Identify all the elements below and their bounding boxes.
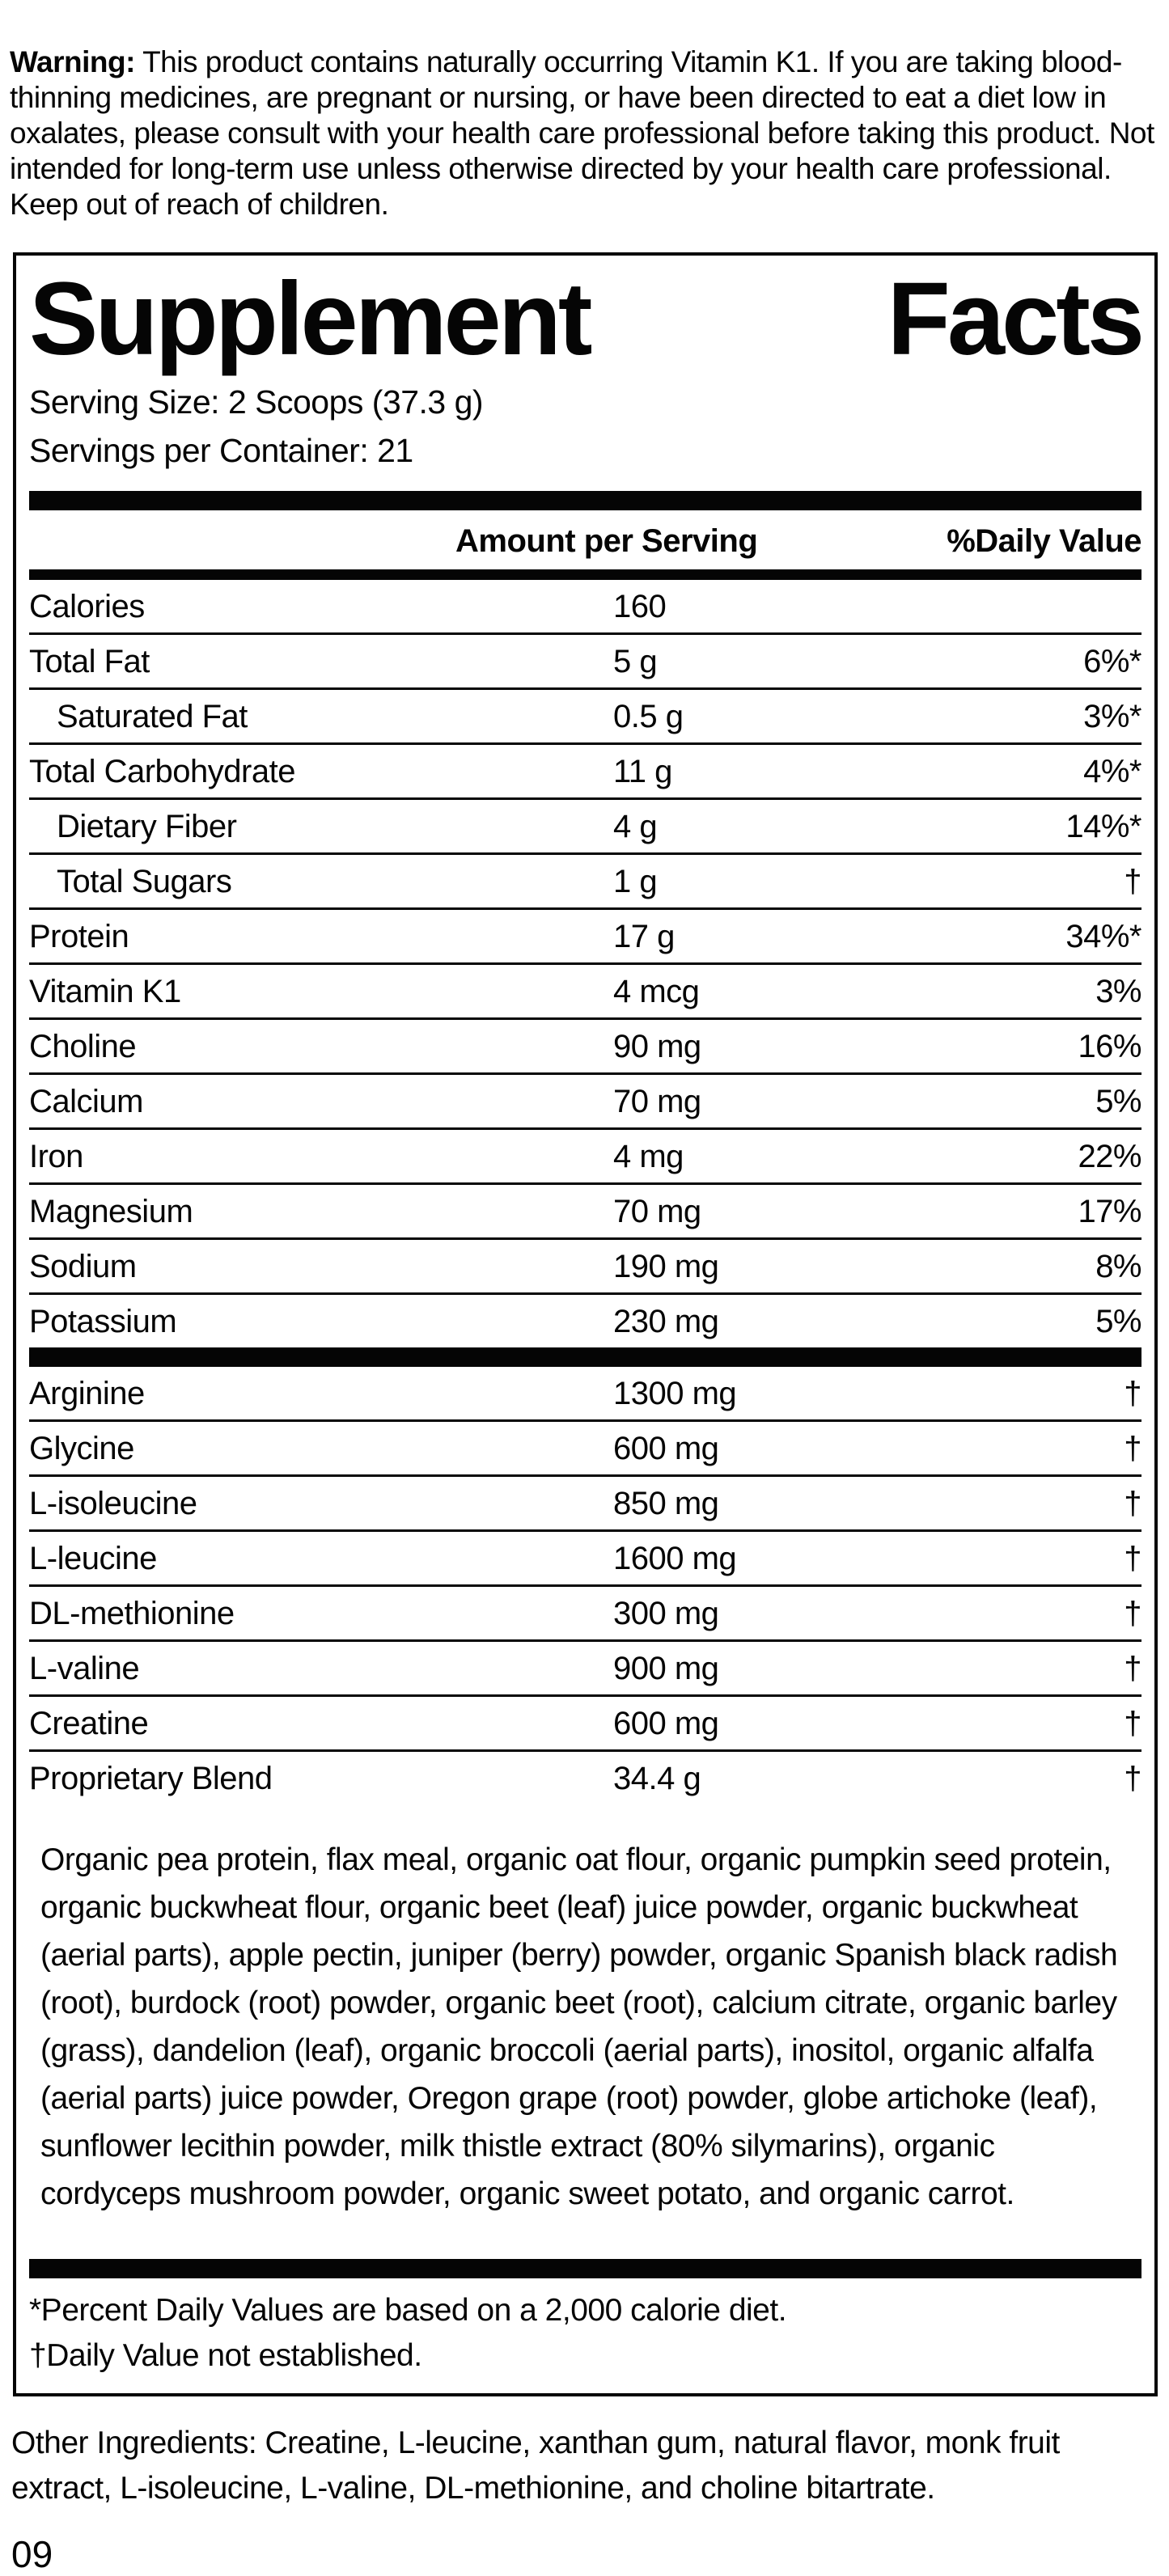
nutrient-section-main <box>29 580 1141 1347</box>
serving-size: Serving Size: 2 Scoops (37.3 g) <box>29 383 484 421</box>
nutrient-amount: 230 mg <box>613 1303 719 1339</box>
page-code: 09 <box>11 2532 53 2575</box>
nutrient-amount: 70 mg <box>613 1083 701 1119</box>
nutrient-name: Glycine <box>29 1430 134 1466</box>
servings-per-container: Servings per Container: 21 <box>29 431 413 469</box>
nutrient-amount: 300 mg <box>613 1595 719 1631</box>
nutrient-amount: 4 g <box>613 808 658 844</box>
nutrient-amount: 0.5 g <box>613 698 684 734</box>
other-ingredients: Other Ingredients: Creatine, L-leucine, xanthan gum, natural flavor, monk fruit extract, L-isoleucine, L-valine, DL-methionine, and choline bitartrate. <box>11 2425 1060 2506</box>
nutrient-name: Total Sugars <box>57 863 232 899</box>
nutrient-amount: 4 mg <box>613 1138 684 1174</box>
nutrient-amount: 900 mg <box>613 1650 719 1686</box>
nutrient-daily-value: † <box>1124 1375 1141 1411</box>
nutrient-row <box>29 1694 1141 1749</box>
nutrient-daily-value: † <box>1124 1430 1141 1466</box>
nutrient-amount: 600 mg <box>613 1430 719 1466</box>
warning-paragraph <box>10 44 1159 222</box>
nutrient-daily-value: 3% <box>1095 973 1141 1009</box>
nutrient-daily-value: † <box>1124 1705 1141 1741</box>
nutrient-amount: 1 g <box>613 863 658 899</box>
daily-value-column-header: %Daily Value <box>947 522 1141 559</box>
nutrient-name: Choline <box>29 1028 137 1064</box>
nutrient-amount: 4 mcg <box>613 973 700 1009</box>
nutrient-name: Arginine <box>29 1375 145 1411</box>
nutrient-row <box>29 1127 1141 1182</box>
nutrient-daily-value: 17% <box>1078 1193 1141 1229</box>
nutrient-daily-value: 14%* <box>1065 808 1141 844</box>
nutrient-row <box>29 907 1141 962</box>
nutrient-row <box>29 962 1141 1017</box>
nutrient-row <box>29 1182 1141 1237</box>
nutrient-name: DL-methionine <box>29 1595 235 1631</box>
nutrient-amount: 34.4 g <box>613 1760 701 1796</box>
nutrient-amount: 90 mg <box>613 1028 701 1064</box>
nutrient-row <box>29 1584 1141 1639</box>
nutrient-daily-value: 16% <box>1078 1028 1141 1064</box>
nutrient-row <box>29 1474 1141 1529</box>
nutrient-name: Saturated Fat <box>57 698 248 734</box>
footnote-daily-value-not-established: †Daily Value not established. <box>29 2337 422 2373</box>
nutrient-row <box>29 580 1141 632</box>
divider-bar-middle <box>29 1347 1141 1367</box>
nutrient-name: Dietary Fiber <box>57 808 237 844</box>
nutrient-daily-value: † <box>1124 1540 1141 1576</box>
warning-text: This product contains naturally occurring Vitamin K1. If you are taking blood-thinning medicines, are pregnant or nursing, or have been directed to eat a diet low in oxalates, please consult with your health care professional before taking this product. Not intended for long-term use unless otherwise directed by your health care professional. Keep out of reach of children. <box>10 45 1154 221</box>
supplement-facts-panel <box>13 252 1158 2396</box>
nutrient-daily-value: † <box>1124 863 1141 899</box>
nutrient-name: Total Carbohydrate <box>29 753 295 789</box>
nutrient-row <box>29 1017 1141 1072</box>
nutrient-amount: 11 g <box>613 753 672 789</box>
nutrient-name: Total Fat <box>29 643 150 679</box>
divider-bar-top <box>29 491 1141 510</box>
nutrient-daily-value: 22% <box>1078 1138 1141 1174</box>
nutrient-name: L-leucine <box>29 1540 157 1576</box>
nutrient-row <box>29 1292 1141 1347</box>
panel-title-word-1: Supplement <box>29 261 590 377</box>
table-header <box>29 510 1141 569</box>
nutrient-name: Protein <box>29 918 129 954</box>
nutrient-row <box>29 797 1141 852</box>
nutrient-name: Potassium <box>29 1303 177 1339</box>
nutrient-amount: 1600 mg <box>613 1540 737 1576</box>
nutrient-daily-value: † <box>1124 1595 1141 1631</box>
nutrient-row <box>29 1419 1141 1474</box>
nutrient-daily-value: 4%* <box>1083 753 1141 789</box>
warning-label: Warning: <box>10 45 135 78</box>
nutrient-daily-value: 6%* <box>1083 643 1141 679</box>
nutrient-row <box>29 632 1141 687</box>
serving-info <box>29 378 1141 475</box>
footnote-percent-daily-value: *Percent Daily Values are based on a 2,000 calorie diet. <box>29 2292 787 2328</box>
nutrient-name: Creatine <box>29 1705 149 1741</box>
panel-title-word-2: Facts <box>887 261 1141 377</box>
proprietary-blend-description: Organic pea protein, flax meal, organic oat flour, organic pumpkin seed protein, organic buckwheat flour, organic beet (leaf) juice powder, organic buckwheat (aerial parts), apple pectin, juniper (berry) powder, organic Spanish black radish (root), burdock (root) powder, organic beet (root), calcium citrate, organic barley (grass), dandelion (leaf), organic broccoli (aerial parts), inositol, organic alfalfa (aerial parts) juice powder, Oregon grape (root) powder, globe artichoke (leaf), sunflower lecithin powder, milk thistle extract (80% silymarins), organic cordyceps mushroom powder, organic sweet potato, and organic carrot. <box>40 1842 1118 2211</box>
nutrient-amount: 5 g <box>613 643 658 679</box>
nutrient-amount: 70 mg <box>613 1193 701 1229</box>
nutrient-amount: 190 mg <box>613 1248 719 1284</box>
nutrient-daily-value: † <box>1124 1650 1141 1686</box>
nutrient-row <box>29 1749 1141 1804</box>
nutrient-name: Magnesium <box>29 1193 193 1229</box>
nutrient-amount: 17 g <box>613 918 675 954</box>
nutrient-amount: 1300 mg <box>613 1375 737 1411</box>
nutrient-row <box>29 1639 1141 1694</box>
nutrient-row <box>29 1529 1141 1584</box>
nutrient-daily-value: 5% <box>1095 1083 1141 1119</box>
nutrient-row <box>29 1367 1141 1419</box>
nutrient-daily-value: † <box>1124 1760 1141 1796</box>
nutrient-name: Iron <box>29 1138 83 1174</box>
nutrient-row <box>29 852 1141 907</box>
nutrient-daily-value: 3%* <box>1083 698 1141 734</box>
nutrient-amount: 160 <box>613 588 667 624</box>
nutrient-daily-value: 34%* <box>1065 918 1141 954</box>
nutrient-row <box>29 1072 1141 1127</box>
divider-bar-bottom <box>29 2259 1141 2278</box>
divider-bar-header <box>29 569 1141 580</box>
nutrient-daily-value: 5% <box>1095 1303 1141 1339</box>
nutrient-name: Calcium <box>29 1083 143 1119</box>
nutrient-section-aminos <box>29 1367 1141 1804</box>
nutrient-row <box>29 1237 1141 1292</box>
nutrient-amount: 850 mg <box>613 1485 719 1521</box>
nutrient-name: Vitamin K1 <box>29 973 181 1009</box>
nutrient-daily-value: 8% <box>1095 1248 1141 1284</box>
nutrient-name: L-valine <box>29 1650 140 1686</box>
nutrient-name: L-isoleucine <box>29 1485 197 1521</box>
panel-title <box>29 256 1141 377</box>
nutrient-name: Sodium <box>29 1248 137 1284</box>
footnotes <box>29 2278 1141 2393</box>
nutrient-daily-value: † <box>1124 1485 1141 1521</box>
nutrient-name: Proprietary Blend <box>29 1760 273 1796</box>
nutrient-name: Calories <box>29 588 145 624</box>
nutrient-row <box>29 687 1141 742</box>
amount-column-header: Amount per Serving <box>455 522 758 559</box>
nutrient-row <box>29 742 1141 797</box>
nutrient-amount: 600 mg <box>613 1705 719 1741</box>
